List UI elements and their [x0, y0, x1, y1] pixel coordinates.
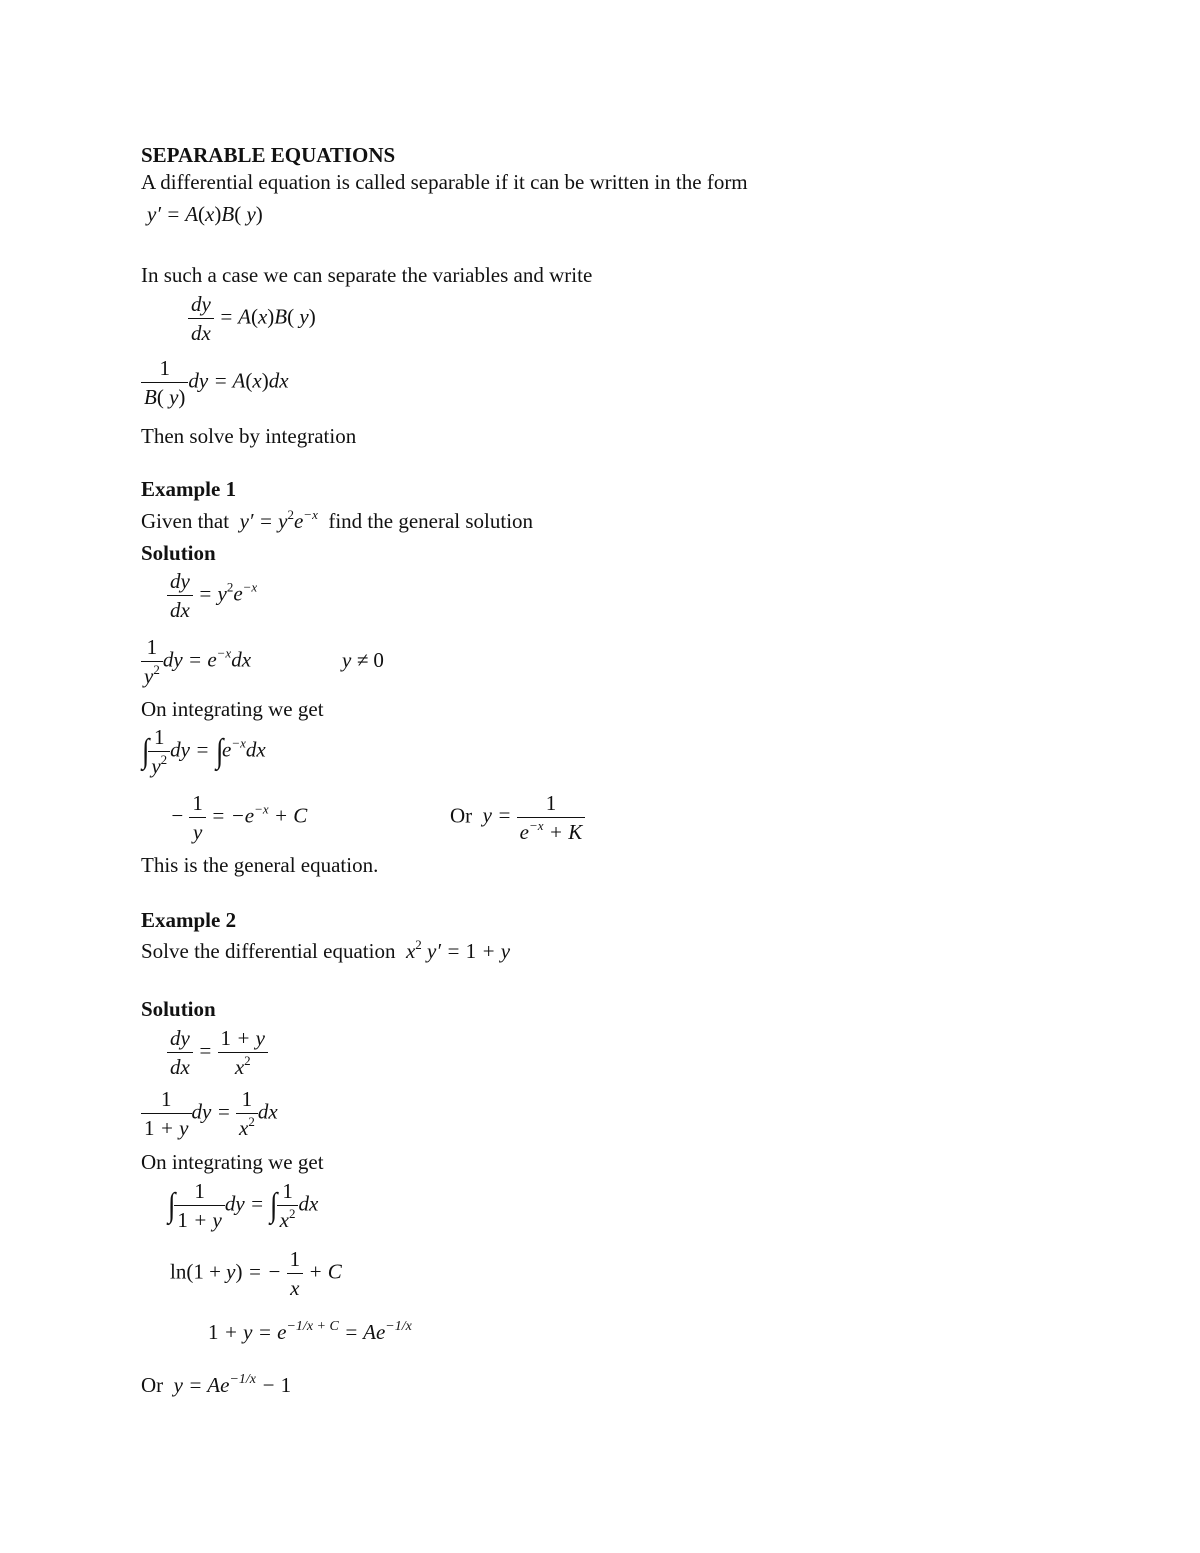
given-prefix: Given that [141, 509, 230, 533]
then-solve-text: Then solve by integration [141, 424, 357, 448]
ex1-alt-result: Or y = $\frac{1}{e^{-x} + K}$ [450, 792, 585, 843]
ex1-integrating-text: On integrating we get [141, 697, 324, 721]
ex2-log-result: ln(1 + y) = − $\frac{1}{x}$ + C [170, 1247, 342, 1301]
intro-text: A differential equation is called separable if it can be written in the form [141, 170, 748, 194]
page-title: SEPARABLE EQUATIONS [141, 143, 396, 167]
ex2-exp-result: $1 + y = e^{-1/x + C} = Ae^{-1/x}$ [208, 1319, 412, 1344]
ex1-integral: ∫ $\frac{1}{y^2}$ dy = $\int e^{-x}dx$ [141, 725, 266, 779]
equation-general-form: y′ = A(x)B( y) [147, 202, 263, 226]
example-1-given: Given that $y' = y^2e^{-x}$ find the general solution [141, 507, 534, 533]
ex2-final-result: Or $y = Ae^{-1/x} - 1$ [141, 1372, 292, 1397]
example-1-solution-label: Solution [141, 541, 216, 565]
ex2-integral: ∫ $\frac{1}{1 + y}$ dy = ∫ $\frac{1}{x^2}$ dx [167, 1179, 319, 1233]
ex1-closing: This is the general equation. [141, 853, 379, 877]
ex1-step-1: $\frac{dy}{dx}$ = $y^2e^{-x}$ [167, 570, 257, 621]
or-label: Or [450, 803, 473, 828]
equation-separated: $\frac{1}{B( y)}$ dy = A(x)dx [141, 357, 289, 408]
ex2-step-1: $\frac{dy}{dx}$ = $\frac{1 + y}{x^2}$ [167, 1027, 268, 1078]
example-2-solution-label: Solution [141, 997, 216, 1021]
or-label-2: Or [141, 1373, 164, 1397]
intro-text-2: In such a case we can separate the variables and write [141, 263, 593, 287]
ex2-integrating-text: On integrating we get [141, 1150, 324, 1174]
ex1-step-2: $\frac{1}{y^2}$ dy = $e^{-x}dx$ [141, 636, 251, 687]
example-2-heading: Example 2 [141, 908, 237, 932]
ex2-step-2: $\frac{1}{1 + y}$ dy = $\frac{1}{x^2}$ dx [141, 1088, 278, 1139]
ex1-condition: y ≠ 0 [342, 648, 384, 672]
prompt-text: Solve the differential equation [141, 939, 396, 963]
example-1-heading: Example 1 [141, 477, 237, 501]
equation-dy-dx: $\frac{dy}{dx}$ = A(x)B( y) [188, 293, 316, 344]
example-2-prompt: Solve the differential equation $x^2$ y′ = 1 + y [141, 937, 511, 963]
given-suffix: find the general solution [328, 509, 534, 533]
ex1-result: − $\frac{1}{y}$ = $-e^{-x} + C$ [170, 791, 308, 845]
